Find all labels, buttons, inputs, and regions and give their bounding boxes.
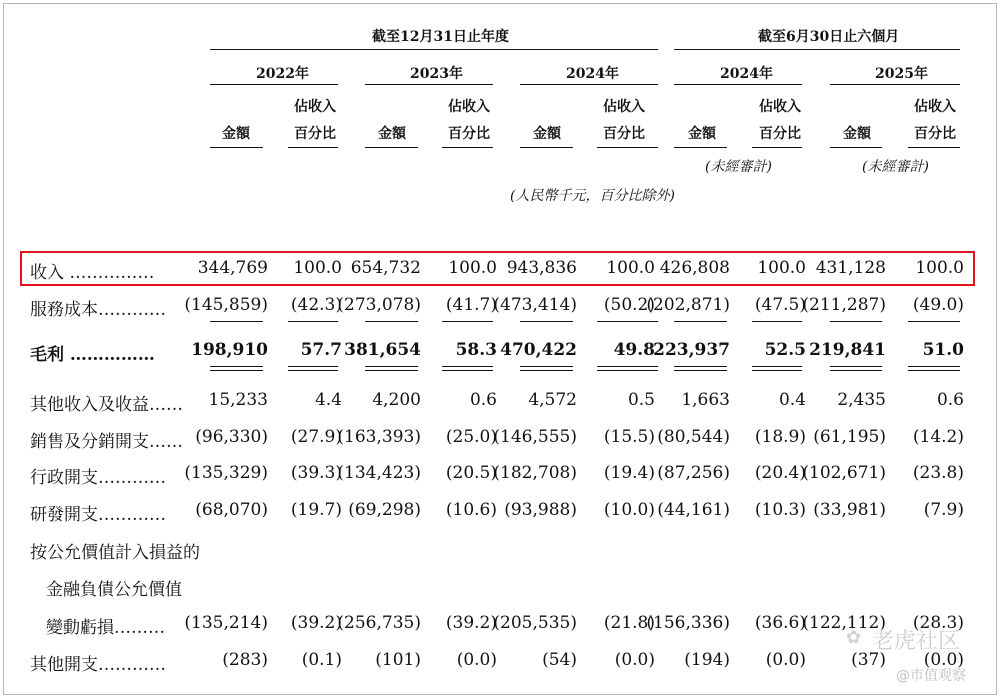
unaudited-note-2024: (未經審計) xyxy=(705,159,772,175)
cell-r10-c4: (54) xyxy=(542,650,577,670)
rule-cos-10 xyxy=(908,321,960,322)
row-label-cost-of-services: 服務成本………… xyxy=(30,300,166,320)
cell-r9-c1: (39.2) xyxy=(290,613,342,633)
col-amount-2024i: 金額 xyxy=(688,126,716,142)
row-label-selling-expenses: 銷售及分銷開支…… xyxy=(30,432,183,452)
gp-rule-5-0 xyxy=(597,366,658,367)
cell-r10-c5: (0.0) xyxy=(614,650,655,670)
year-rule-2024-annual xyxy=(520,84,658,85)
row-label-other-expenses: 其他開支………… xyxy=(30,655,166,675)
watermark-brand: 老虎社区 xyxy=(872,629,961,654)
year-2022: 2022年 xyxy=(256,66,309,82)
sub-rule-3 xyxy=(365,147,418,148)
cell-r2-c1: 57.7 xyxy=(300,340,342,360)
cell-r6-c2: (69,298) xyxy=(348,500,421,520)
unaudited-note-2025: (未經審計) xyxy=(862,159,929,175)
col-pct-2024a-l1: 佔收入 xyxy=(603,99,645,115)
sub-rule-5 xyxy=(520,147,573,148)
cell-r2-c6: 223,937 xyxy=(653,340,730,360)
year-2024-annual: 2024年 xyxy=(566,66,619,82)
gp-rule-4-1 xyxy=(520,370,573,371)
cell-r10-c8: (37) xyxy=(851,650,886,670)
cell-r6-c4: (93,988) xyxy=(504,500,577,520)
col-amount-2025i: 金額 xyxy=(843,126,871,142)
row-label-other-income: 其他收入及收益…… xyxy=(30,395,183,415)
col-pct-2024i-l1: 佔收入 xyxy=(759,99,801,115)
cell-r1-c0: (145,859) xyxy=(184,295,268,315)
cell-r10-c3: (0.0) xyxy=(456,650,497,670)
sub-rule-4 xyxy=(442,147,493,148)
cell-r4-c7: (18.9) xyxy=(754,427,806,447)
cell-r5-c7: (20.4) xyxy=(754,463,806,483)
cell-r0-c3: 100.0 xyxy=(448,258,497,278)
cell-r5-c0: (135,329) xyxy=(184,463,268,483)
cell-r3-c8: 2,435 xyxy=(837,390,886,410)
row-label-fv-line2: 金融負債公允價值 xyxy=(46,580,182,600)
cell-r9-c3: (39.2) xyxy=(445,613,497,633)
cell-r5-c8: (102,671) xyxy=(802,463,886,483)
cell-r6-c9: (7.9) xyxy=(923,500,964,520)
cell-r6-c3: (10.6) xyxy=(445,500,497,520)
year-rule-2023 xyxy=(365,84,493,85)
cell-r1-c4: (473,414) xyxy=(493,295,577,315)
cell-r5-c9: (23.8) xyxy=(912,463,964,483)
gp-rule-6-0 xyxy=(674,366,727,367)
year-rule-2022 xyxy=(210,84,338,85)
cell-r4-c8: (61,195) xyxy=(813,427,886,447)
col-pct-2022-l2: 百分比 xyxy=(294,126,336,142)
cell-r3-c5: 0.5 xyxy=(627,390,655,410)
cell-r0-c0: 344,769 xyxy=(197,258,268,278)
cell-r10-c7: (0.0) xyxy=(765,650,806,670)
col-amount-2022: 金額 xyxy=(222,126,250,142)
cell-r3-c4: 4,572 xyxy=(528,390,577,410)
cell-r4-c5: (15.5) xyxy=(603,427,655,447)
row-label-gross-profit: 毛利 …………… xyxy=(30,345,155,365)
cell-r3-c0: 15,233 xyxy=(208,390,268,410)
cell-r3-c9: 0.6 xyxy=(936,390,964,410)
rule-cos-8 xyxy=(752,321,802,322)
cell-r2-c8: 219,841 xyxy=(809,340,886,360)
rule-cos-4 xyxy=(442,321,493,322)
gp-rule-5-1 xyxy=(597,370,658,371)
cell-r3-c7: 0.4 xyxy=(778,390,806,410)
cell-r6-c0: (68,070) xyxy=(195,500,268,520)
col-pct-2025i-l2: 百分比 xyxy=(914,126,956,142)
cell-r4-c2: (163,393) xyxy=(337,427,421,447)
year-2023: 2023年 xyxy=(410,66,463,82)
cell-r4-c6: (80,544) xyxy=(657,427,730,447)
cell-r3-c1: 4.4 xyxy=(314,390,342,410)
year-rule-2025-interim xyxy=(830,84,960,85)
gp-rule-7-0 xyxy=(752,366,802,367)
gp-rule-2-0 xyxy=(365,366,418,367)
row-label-rd-expenses: 研發開支………… xyxy=(30,505,166,525)
col-pct-2022-l1: 佔收入 xyxy=(294,99,336,115)
cell-r0-c8: 431,128 xyxy=(815,258,886,278)
year-2025-interim: 2025年 xyxy=(875,66,928,82)
cell-r2-c5: 49.8 xyxy=(613,340,655,360)
sub-rule-1 xyxy=(210,147,263,148)
cell-r5-c3: (20.5) xyxy=(445,463,497,483)
cell-r10-c6: (194) xyxy=(684,650,730,670)
rule-cos-6 xyxy=(597,321,658,322)
cell-r9-c9: (28.3) xyxy=(912,613,964,633)
cell-r10-c1: (0.1) xyxy=(301,650,342,670)
cell-r2-c0: 198,910 xyxy=(191,340,268,360)
col-pct-2023-l1: 佔收入 xyxy=(448,99,490,115)
cell-r6-c8: (33,981) xyxy=(813,500,886,520)
cell-r5-c6: (87,256) xyxy=(657,463,730,483)
col-pct-2023-l2: 百分比 xyxy=(448,126,490,142)
year-2024-interim: 2024年 xyxy=(720,66,773,82)
sub-rule-6 xyxy=(597,147,658,148)
cell-r9-c2: (256,735) xyxy=(337,613,421,633)
cell-r1-c5: (50.2) xyxy=(603,295,655,315)
cell-r4-c0: (96,330) xyxy=(195,427,268,447)
row-label-admin-expenses: 行政開支………… xyxy=(30,468,166,488)
gp-rule-2-1 xyxy=(365,370,418,371)
cell-r9-c8: (122,112) xyxy=(802,613,886,633)
gp-rule-0-1 xyxy=(210,370,263,371)
cell-r3-c2: 4,200 xyxy=(372,390,421,410)
gp-rule-8-0 xyxy=(830,366,882,367)
cell-r10-c2: (101) xyxy=(375,650,421,670)
row-label-fv-line3: 變動虧損……… xyxy=(46,618,165,638)
cell-r5-c2: (134,423) xyxy=(337,463,421,483)
rule-cos-7 xyxy=(674,321,727,322)
cell-r0-c9: 100.0 xyxy=(915,258,964,278)
cell-r0-c5: 100.0 xyxy=(606,258,655,278)
header-group-interim: 截至6月30日止六個月 xyxy=(758,29,900,45)
col-amount-2023: 金額 xyxy=(378,126,406,142)
cell-r6-c7: (10.3) xyxy=(754,500,806,520)
col-pct-2024i-l2: 百分比 xyxy=(759,126,801,142)
row-label-revenue: 收入 …………… xyxy=(30,263,155,283)
cell-r0-c1: 100.0 xyxy=(293,258,342,278)
cell-r2-c9: 51.0 xyxy=(922,340,964,360)
year-rule-2024-interim xyxy=(674,84,802,85)
cell-r6-c6: (44,161) xyxy=(657,500,730,520)
cell-r1-c8: (211,287) xyxy=(802,295,886,315)
cell-r2-c4: 470,422 xyxy=(500,340,577,360)
cell-r4-c1: (27.9) xyxy=(290,427,342,447)
cell-r1-c9: (49.0) xyxy=(912,295,964,315)
cell-r3-c3: 0.6 xyxy=(469,390,497,410)
cell-r10-c9: (0.0) xyxy=(923,650,964,670)
cell-r9-c7: (36.6) xyxy=(754,613,806,633)
cell-r9-c5: (21.8) xyxy=(603,613,655,633)
cell-r2-c7: 52.5 xyxy=(764,340,806,360)
row-label-fv-line1: 按公允價值計入損益的 xyxy=(30,543,200,563)
gp-rule-9-1 xyxy=(908,370,960,371)
rule-cos-1 xyxy=(210,321,263,322)
sub-rule-10 xyxy=(908,147,960,148)
cell-r2-c2: 381,654 xyxy=(344,340,421,360)
sub-rule-8 xyxy=(752,147,802,148)
col-pct-2024a-l2: 百分比 xyxy=(603,126,645,142)
cell-r6-c1: (19.7) xyxy=(290,500,342,520)
rule-cos-9 xyxy=(830,321,882,322)
gp-rule-8-1 xyxy=(830,370,882,371)
cell-r6-c5: (10.0) xyxy=(603,500,655,520)
col-pct-2025i-l1: 佔收入 xyxy=(914,99,956,115)
gp-rule-4-0 xyxy=(520,366,573,367)
cell-r10-c0: (283) xyxy=(222,650,268,670)
gp-rule-3-1 xyxy=(442,370,493,371)
rule-cos-3 xyxy=(365,321,418,322)
cell-r4-c9: (14.2) xyxy=(912,427,964,447)
gp-rule-1-0 xyxy=(288,366,338,367)
header-rule-interim xyxy=(674,49,960,50)
gp-rule-1-1 xyxy=(288,370,338,371)
header-group-annual: 截至12月31日止年度 xyxy=(372,29,509,45)
cell-r3-c6: 1,663 xyxy=(681,390,730,410)
cell-r4-c3: (25.0) xyxy=(445,427,497,447)
gp-rule-7-1 xyxy=(752,370,802,371)
gp-rule-9-0 xyxy=(908,366,960,367)
rule-cos-5 xyxy=(520,321,573,322)
cell-r5-c5: (19.4) xyxy=(603,463,655,483)
gp-rule-6-1 xyxy=(674,370,727,371)
header-rule-annual xyxy=(210,49,658,50)
cell-r2-c3: 58.3 xyxy=(455,340,497,360)
cell-r1-c2: (273,078) xyxy=(337,295,421,315)
cell-r1-c7: (47.5) xyxy=(754,295,806,315)
gp-rule-3-0 xyxy=(442,366,493,367)
cell-r1-c1: (42.3) xyxy=(290,295,342,315)
gp-rule-0-0 xyxy=(210,366,263,367)
watermark-sub: @市值观察 xyxy=(896,668,966,684)
sub-rule-2 xyxy=(288,147,338,148)
rule-cos-2 xyxy=(288,321,338,322)
cell-r0-c6: 426,808 xyxy=(659,258,730,278)
cell-r4-c4: (146,555) xyxy=(493,427,577,447)
cell-r1-c3: (41.7) xyxy=(445,295,497,315)
col-amount-2024a: 金額 xyxy=(533,126,561,142)
cell-r5-c4: (182,708) xyxy=(493,463,577,483)
cell-r0-c7: 100.0 xyxy=(757,258,806,278)
cell-r0-c4: 943,836 xyxy=(506,258,577,278)
cell-r0-c2: 654,732 xyxy=(350,258,421,278)
cell-r5-c1: (39.3) xyxy=(290,463,342,483)
cell-r9-c4: (205,535) xyxy=(493,613,577,633)
cell-r9-c0: (135,214) xyxy=(184,613,268,633)
cell-r9-c6: (156,336) xyxy=(646,613,730,633)
sub-rule-7 xyxy=(674,147,727,148)
sub-rule-9 xyxy=(830,147,882,148)
cell-r1-c6: (202,871) xyxy=(646,295,730,315)
watermark-paw-icon: ✿ xyxy=(846,627,862,648)
currency-note: (人民幣千元，百分比除外) xyxy=(510,188,675,204)
